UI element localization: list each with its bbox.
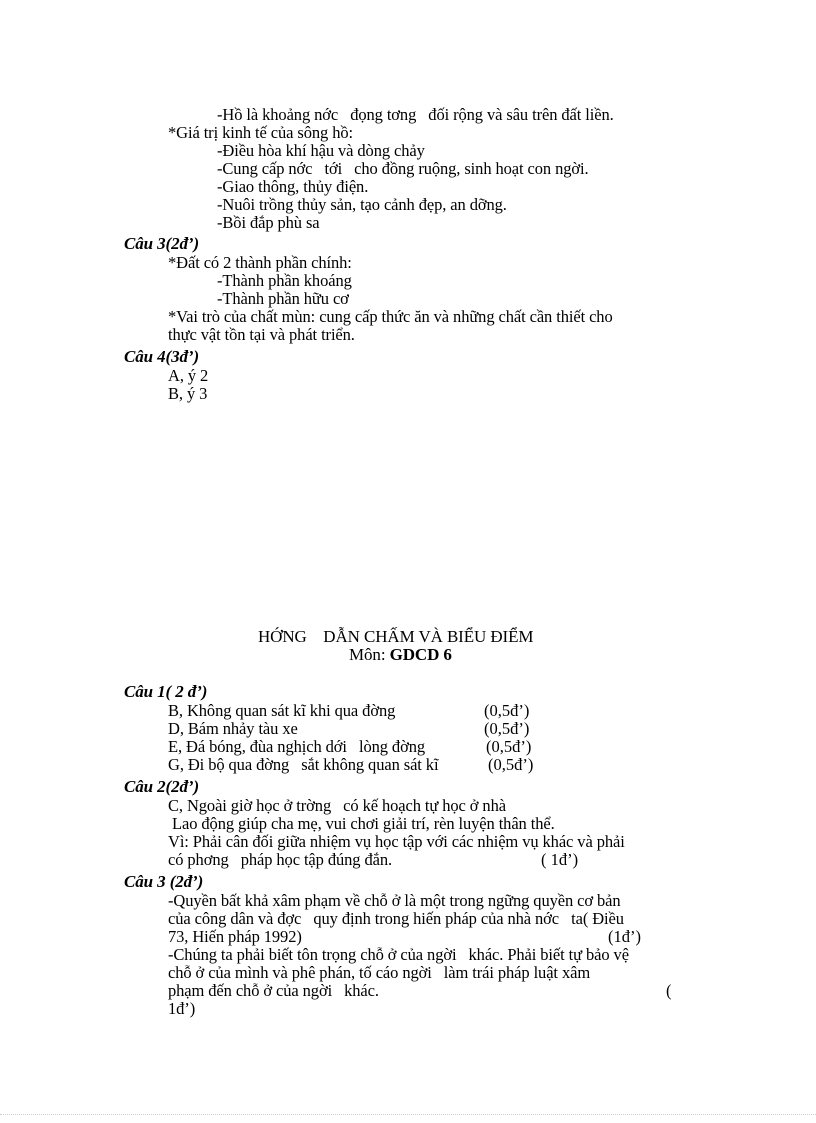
answer-item: D, Bám nhảy tàu xe [168, 719, 298, 738]
list-item: -Thành phần khoáng [217, 271, 352, 290]
soil-components-heading: *Đất có 2 thành phần chính: [168, 253, 352, 272]
answer-line: Vì: Phải cân đối giữa nhiệm vụ học tập với các nhiệm vụ khác và phải [168, 832, 625, 851]
subject-line [349, 646, 452, 664]
list-item: -Cung cấp nớc tới cho đồng ruộng, sinh hoạt con ngời. [217, 159, 589, 178]
value-heading: *Giá trị kinh tế của sông hồ: [168, 123, 353, 142]
list-item: -Bồi đắp phù sa [217, 213, 320, 232]
list-item: -Thành phần hữu cơ [217, 289, 349, 308]
answer-item: B, Không quan sát kĩ khi qua đờng [168, 701, 396, 720]
question-3-heading: Câu 3 (2đ’) [124, 872, 204, 891]
list-item: -Điều hòa khí hậu và dòng chảy [217, 141, 425, 160]
answer-item: E, Đá bóng, đùa nghịch dới lòng đờng [168, 737, 425, 756]
humus-role-line: thực vật tồn tại và phát triển. [168, 325, 355, 344]
score-mark: (0,5đ’) [488, 755, 534, 774]
page-title: HỚNG DẪN CHẤM VÀ BIỂU ĐIỂM [258, 627, 534, 646]
humus-role-line: *Vai trò của chất mùn: cung cấp thức ăn và những chất cần thiết cho [168, 307, 613, 326]
answer-line: -Chúng ta phải biết tôn trọng chỗ ở của ngời khác. Phải biết tự bảo vệ [168, 945, 629, 964]
answer-line: C, Ngoài giờ học ở trờng có kế hoạch tự học ở nhà [168, 796, 506, 815]
score-mark: ( 1đ’) [541, 850, 579, 869]
answer-item: B, ý 3 [168, 384, 208, 403]
answer-line: của công dân và đợc quy định trong hiến pháp của nhà nớc ta( Điều [168, 909, 624, 928]
score-mark-open: ( [666, 981, 672, 1000]
page-footer-divider [0, 1114, 816, 1115]
score-mark: (0,5đ’) [484, 701, 530, 720]
answer-line: -Quyền bất khả xâm phạm về chỗ ở là một trong ngững quyền cơ bản [168, 891, 621, 910]
subject-label: Môn: [349, 645, 390, 664]
list-item: -Nuôi trồng thủy sản, tạo cảnh đẹp, an dỡng. [217, 195, 507, 214]
text-line-ho: -Hồ là khoảng nớc đọng tơng đối rộng và sâu trên đất liền. [217, 105, 614, 124]
answer-item: A, ý 2 [168, 366, 209, 385]
subject-name: GDCD 6 [389, 645, 452, 664]
answer-line: chỗ ở của mình và phê phán, tố cáo ngời làm trái pháp luật xâm [168, 963, 591, 982]
question-2-heading: Câu 2(2đ’) [124, 777, 200, 796]
score-mark: (0,5đ’) [486, 737, 532, 756]
answer-line: Lao động giúp cha mẹ, vui chơi giải trí, rèn luyện thân thể. [168, 814, 555, 833]
list-item: -Giao thông, thủy điện. [217, 177, 369, 196]
score-mark: (1đ’) [608, 927, 641, 946]
score-mark: (0,5đ’) [484, 719, 530, 738]
answer-line: có phơng pháp học tập đúng đắn. [168, 850, 393, 869]
question-1-heading: Câu 1( 2 đ’) [124, 682, 208, 701]
question-3-heading: Câu 3(2đ’) [124, 234, 200, 253]
answer-line: 73, Hiến pháp 1992) [168, 927, 302, 946]
question-4-heading: Câu 4(3đ’) [124, 347, 200, 366]
score-mark: 1đ’) [168, 999, 196, 1018]
answer-item: G, Đi bộ qua đờng sắt không quan sát kĩ [168, 755, 439, 774]
answer-line: phạm đến chỗ ở của ngời khác. [168, 981, 379, 1000]
